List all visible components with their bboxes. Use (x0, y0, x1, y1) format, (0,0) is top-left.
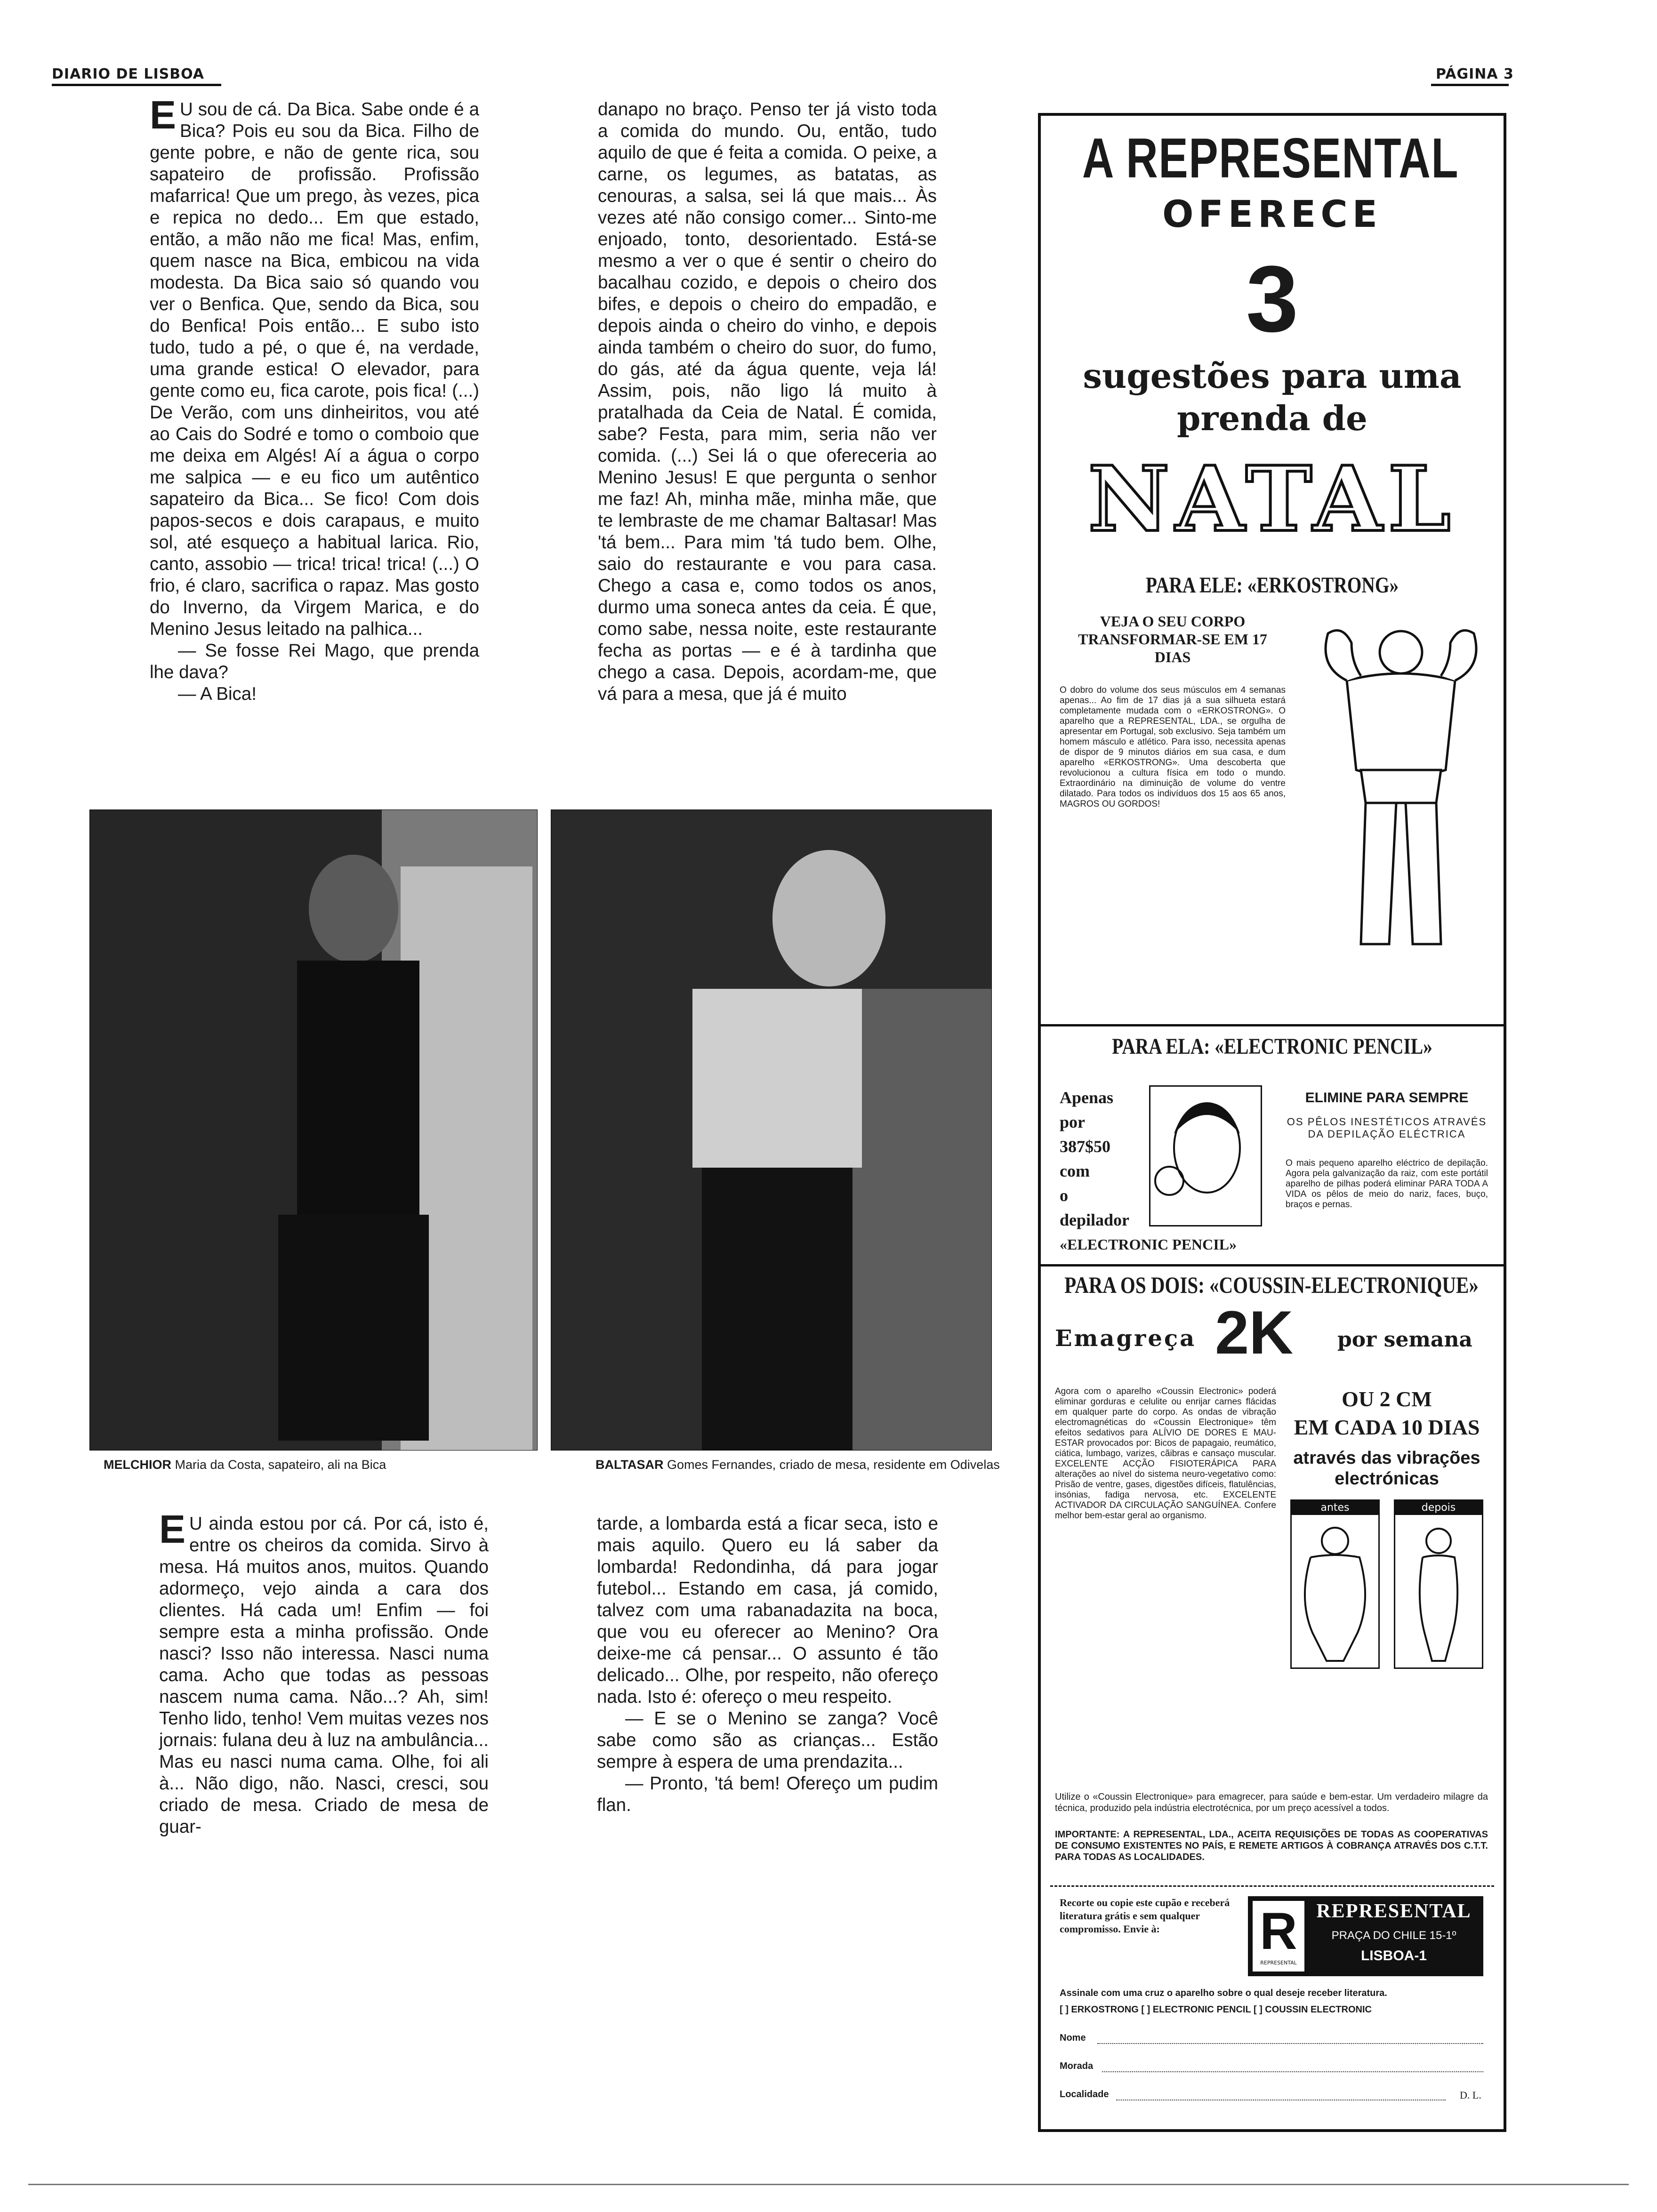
antes-panel (1290, 1499, 1380, 1669)
header-rule-right (1431, 84, 1509, 86)
product-checkboxes[interactable]: [ ] ERKOSTRONG [ ] ELECTRONIC PENCIL [ ] COUSSIN ELECTRONIC (1060, 2004, 1372, 2015)
article-paragraph: danapo no braço. Penso ter já visto toda a comida do mundo. Ou, então, tudo aquilo de que é feita a comida. O peixe, a carne, os legumes, as batatas, as cenouras, a salsa, sei lá que mais... Às vezes até não consigo comer... Sinto-me enjoado, tonto, desorientado. Está-se mesmo a ver o que é sentir o cheiro do bacalhau cozido, e depois o cheiro dos bifes, e depois o cheiro do empadão, e depois ainda o cheiro do vinho, e depois ainda também o cheiro do suor, do fumo, do gás, até da água quente, veja lá! Assim, pois, não ligo lá muito à pratalhada da Ceia de Natal. É comida, sabe? Festa, para mim, seria não ver comida. (...) Sei lá o que ofereceria ao Menino Jesus! E que pergunta o senhor me faz! Ah, minha mãe, minha mãe, que te lembraste de me chamar Baltasar! Mas 'tá bem... Para mim 'tá tudo bem. Olhe, saio do restaurante e vou para casa. Chego a casa e, como todos os anos, durmo uma soneca antes da ceia. É que, como sabe, nessa noite, este restaurante fecha as portas — e é à tardinha que chego a casa. Depois, acordam-me, que vá para a mesa, que já é muito (598, 99, 937, 704)
logo-small-text: REPRESENTAL (1260, 1960, 1297, 1966)
coupon-city: LISBOA-1 (1360, 1948, 1427, 1964)
price-line: depilador (1060, 1210, 1130, 1229)
price-line: o (1060, 1186, 1068, 1205)
article-paragraph: EU ainda estou por cá. Por cá, isto é, entre os cheiros da comida. Sirvo à mesa. Há muitos anos, muitos. Quando adormeço, vejo ainda a cara dos clientes. Há cada um! Enfim — foi sempre esta a minha profissão. Onde nasci? Isso não interessa. Nasci numa cama. Acho que todas as pessoas nascem numa cama. Não...? Ah, sim! Tenho lido, tenho! Vem muitas vezes nos jornais: fulana deu à luz na ambulância... Mas eu nasci numa cama. Olhe, foi ali à... Não digo, não. Nasci, cresci, sou criado de mesa. Criado de mesa de guar- (159, 1507, 489, 1837)
body-after-icon (1395, 1515, 1482, 1666)
article-paragraph: tarde, a lombarda está a ficar seca, isto e mais aquilo. Quero eu lá saber da lombarda! Redondinha, dá para jogar futebol... Estando em casa, já comido, talvez com uma rabanadazita na boca, que vou eu oferecer ao Menino? Ora deixe-me cá pensar... O assunto é tão delicado... Olhe, por respeito, não ofereço nada. Isto é: ofereço o meu respeito. (597, 1514, 938, 1707)
para-os-dois-text: Agora com o aparelho «Coussin Electronic» poderá eliminar gorduras e celulite ou enrijar carnes flácidas em qualquer parte do corpo. As ondas de vibração electromagnéticas do «Coussin Electronique» têm efeitos sedativos para ALÍVIO DE DORES E MAU-ESTAR provocados por: Bicos de papagaio, reumático, ciática, lumbago, varizes, cãibras e cansaço muscular. EXCELENTE ACÇÃO FISIOTERÁPICA PARA alterações ao nível do sistema neuro-vegetativo como: Prisão de ventre, gases, digestões difíceis, flatulências, insónias, fadiga nervosa, etc. EXCELENTE ACTIVADOR DA CIRCULAÇÃO SANGUÍNEA. Confere melhor bem-estar geral ao organismo. (1055, 1387, 1276, 1521)
ad-title: A REPRESENTAL (1082, 127, 1459, 190)
coupon-address: PRAÇA DO CHILE 15-1º (1331, 1929, 1456, 1942)
ad-sugestoes: sugestões para uma (1083, 356, 1462, 396)
ad-natal-ornamental: NATAL (1088, 447, 1456, 552)
article-paragraph: — A Bica! (178, 684, 257, 704)
bodybuilder-illustration (1309, 615, 1493, 954)
price-line: Apenas (1060, 1088, 1114, 1107)
importante-text: IMPORTANTE: A REPRESENTAL, LDA., ACEITA REQUISIÇÕES DE TODAS AS COOPERATIVAS DE CONSUMO EXISTENTES NO PAÍS, E REMETE ARTIGOS À COBRANÇA ATRAVÉS DOS C.T.T. PARA TODAS AS LOCALIDADES. (1055, 1829, 1488, 1862)
price-line: com (1060, 1162, 1090, 1180)
article-paragraph: — Se fosse Rei Mago, que prenda lhe dava? (150, 641, 479, 682)
para-ela-text: O mais pequeno aparelho eléctrico de depilação. Agora pela galvanização da raiz, com este portátil aparelho de pilhas poderá eliminar PARA TODA A VIDA os pêlos de meio do nariz, faces, buço, braços e pernas. (1286, 1158, 1488, 1210)
caption-text: Gomes Fernandes, criado de mesa, residente em Odivelas (667, 1458, 1000, 1472)
nome-label: Nome (1060, 2033, 1086, 2043)
represental-logo-box (1248, 1896, 1483, 1976)
header-rule-left (52, 84, 221, 86)
nome-field[interactable] (1060, 2033, 1483, 2052)
page-bottom-rule (28, 2184, 1629, 2185)
ad-number-three: 3 (1246, 247, 1299, 352)
coupon-brand: REPRESENTAL (1316, 1900, 1472, 1922)
localidade-field[interactable] (1060, 2089, 1483, 2108)
atraves-vibracoes-text: através das vibrações electrónicas (1293, 1448, 1480, 1489)
caption-text: Maria da Costa, sapateiro, ali na Bica (175, 1458, 386, 1472)
ad-oferece: OFERECE (1162, 193, 1382, 236)
antes-label: antes (1292, 1501, 1378, 1515)
article-paragraph: — E se o Menino se zanga? Você sabe como são as crianças... Estão sempre à espera de uma prendazita... (597, 1708, 938, 1772)
caption-melchior (104, 1457, 527, 1473)
photo-melchior (89, 809, 538, 1451)
assinale-text: Assinale com uma cruz o aparelho sobre o qual deseje receber literatura. (1060, 1988, 1387, 1998)
para-ele-text: O dobro do volume dos seus músculos em 4 semanas apenas... Ao fim de 17 dias já a sua silhueta estará completamente mudada com o «ERKOSTRONG». O aparelho que a REPRESENTAL, LDA., se orgulha de apresentar em Portugal, sob exclusivo. Seja também um homem másculo e atlético. Para isso, necessita apenas de dispor de 9 minutos diários em sua casa, e dum aparelho «ERKOSTRONG». Uma descoberta que revolucionou a cultura física em todo o mundo. Extraordinário na diminuição de volume do ventre dilatado. Para todos os indivíduos dos 15 aos 65 anos, MAGROS OU GORDOS! (1060, 685, 1286, 809)
para-ela-subtitle: OS PÊLOS INESTÉTICOS ATRAVÉS DA DEPILAÇÃO ELÉCTRICA (1287, 1116, 1487, 1140)
article-column-4 (597, 1513, 938, 1816)
para-ele-subheading: VEJA O SEU CORPO TRANSFORMAR-SE EM 17 DIAS (1078, 613, 1267, 665)
ad-prenda: prenda de (1177, 398, 1367, 438)
morada-label: Morada (1060, 2061, 1094, 2071)
body-before-icon (1292, 1515, 1378, 1666)
caption-name: BALTASAR (595, 1458, 664, 1472)
localidade-label: Localidade (1060, 2089, 1109, 2100)
represental-advertisement (1038, 113, 1506, 2132)
photo-baltasar (551, 809, 992, 1451)
page-number: PÁGINA 3 (1436, 66, 1514, 82)
caption-name: MELCHIOR (104, 1458, 171, 1472)
newspaper-name: DIARIO DE LISBOA (52, 66, 204, 82)
article-column-1 (150, 93, 479, 705)
ad-divider (1041, 1024, 1504, 1026)
por-semana-text: por semana (1337, 1328, 1472, 1352)
utilize-text: Utilize o «Coussin Electronique» para emagrecer, para saúde e bem-estar. Um verdadeiro milagre da técnica, produzido pela indústria electrotécnica, por um preço acessível a todos. (1055, 1792, 1488, 1813)
para-ela-product: «ELECTRONIC PENCIL» (1060, 1236, 1237, 1253)
para-ela-heading: PARA ELA: «ELECTRONIC PENCIL» (1112, 1034, 1432, 1059)
article-paragraph: — Pronto, 'tá bem! Ofereço um pudim flan. (597, 1773, 938, 1815)
para-ele-heading: PARA ELE: «ERKOSTRONG» (1145, 573, 1399, 598)
coupon-text: Recorte ou copie este cupão e receberá literatura grátis e sem qualquer compromisso. Envie à: (1060, 1897, 1230, 1935)
para-os-dois-heading: PARA OS DOIS: «COUSSIN-ELECTRONIQUE» (1064, 1272, 1479, 1298)
em-cada-10-dias-text: EM CADA 10 DIAS (1294, 1415, 1480, 1439)
depois-label: depois (1395, 1501, 1482, 1515)
logo-letter: R (1253, 1901, 1304, 1972)
para-ela-price (1060, 1085, 1144, 1232)
para-ela-title: ELIMINE PARA SEMPRE (1305, 1090, 1469, 1106)
woman-illustration (1149, 1085, 1262, 1226)
article-column-3 (159, 1507, 489, 1838)
dl-mark: D. L. (1460, 2089, 1481, 2101)
price-line: 387$50 (1060, 1137, 1110, 1156)
ad-divider (1041, 1264, 1504, 1266)
price-line: por (1060, 1113, 1085, 1131)
ou-2cm-text: OU 2 CM (1342, 1387, 1432, 1411)
emagreca-text: Emagreça (1055, 1325, 1197, 1352)
depois-panel (1394, 1499, 1483, 1669)
caption-baltasar (595, 1457, 1000, 1473)
article-column-2 (598, 99, 937, 705)
two-k-text: 2K (1215, 1298, 1294, 1367)
coupon[interactable] (1050, 1885, 1494, 2121)
morada-field[interactable] (1060, 2061, 1483, 2080)
article-paragraph: EU sou de cá. Da Bica. Sabe onde é a Bica? Pois eu sou da Bica. Filho de gente pobre, e não de gente rica, sou sapateiro de profissão. Profissão mafarrica! Que um prego, às vezes, pica e repica no dedo... Em que estado, então, a mão não me fica! Mas, enfim, quem nasce na Bica, embicou na vida modesta. Da Bica saio só quando vou ver o Benfica. Que, sendo da Bica, sou do Benfica! Pois então... E subo isto tudo, tudo a pé, o que é, na verdade, uma grande estica! O elevador, para gente como eu, fica carote, pois fica! (...) De Verão, com uns dinheiritos, vou até ao Cais do Sodré e tomo o comboio que me deixa em Algés! Aí a água o corpo me salpica — e eu fico um autêntico sapateiro da Bica... Se fico! Com dois papos-secos e dois carapaus, e muito sol, até esqueço a habitual larica. Rio, canto, assobio — trica! trica! trica! (...) O frio, é claro, sacrifica o rapaz. Mas gosto do Inverno, da Virgem Marica, e do Menino Jesus leitado na palhica... (150, 93, 479, 639)
